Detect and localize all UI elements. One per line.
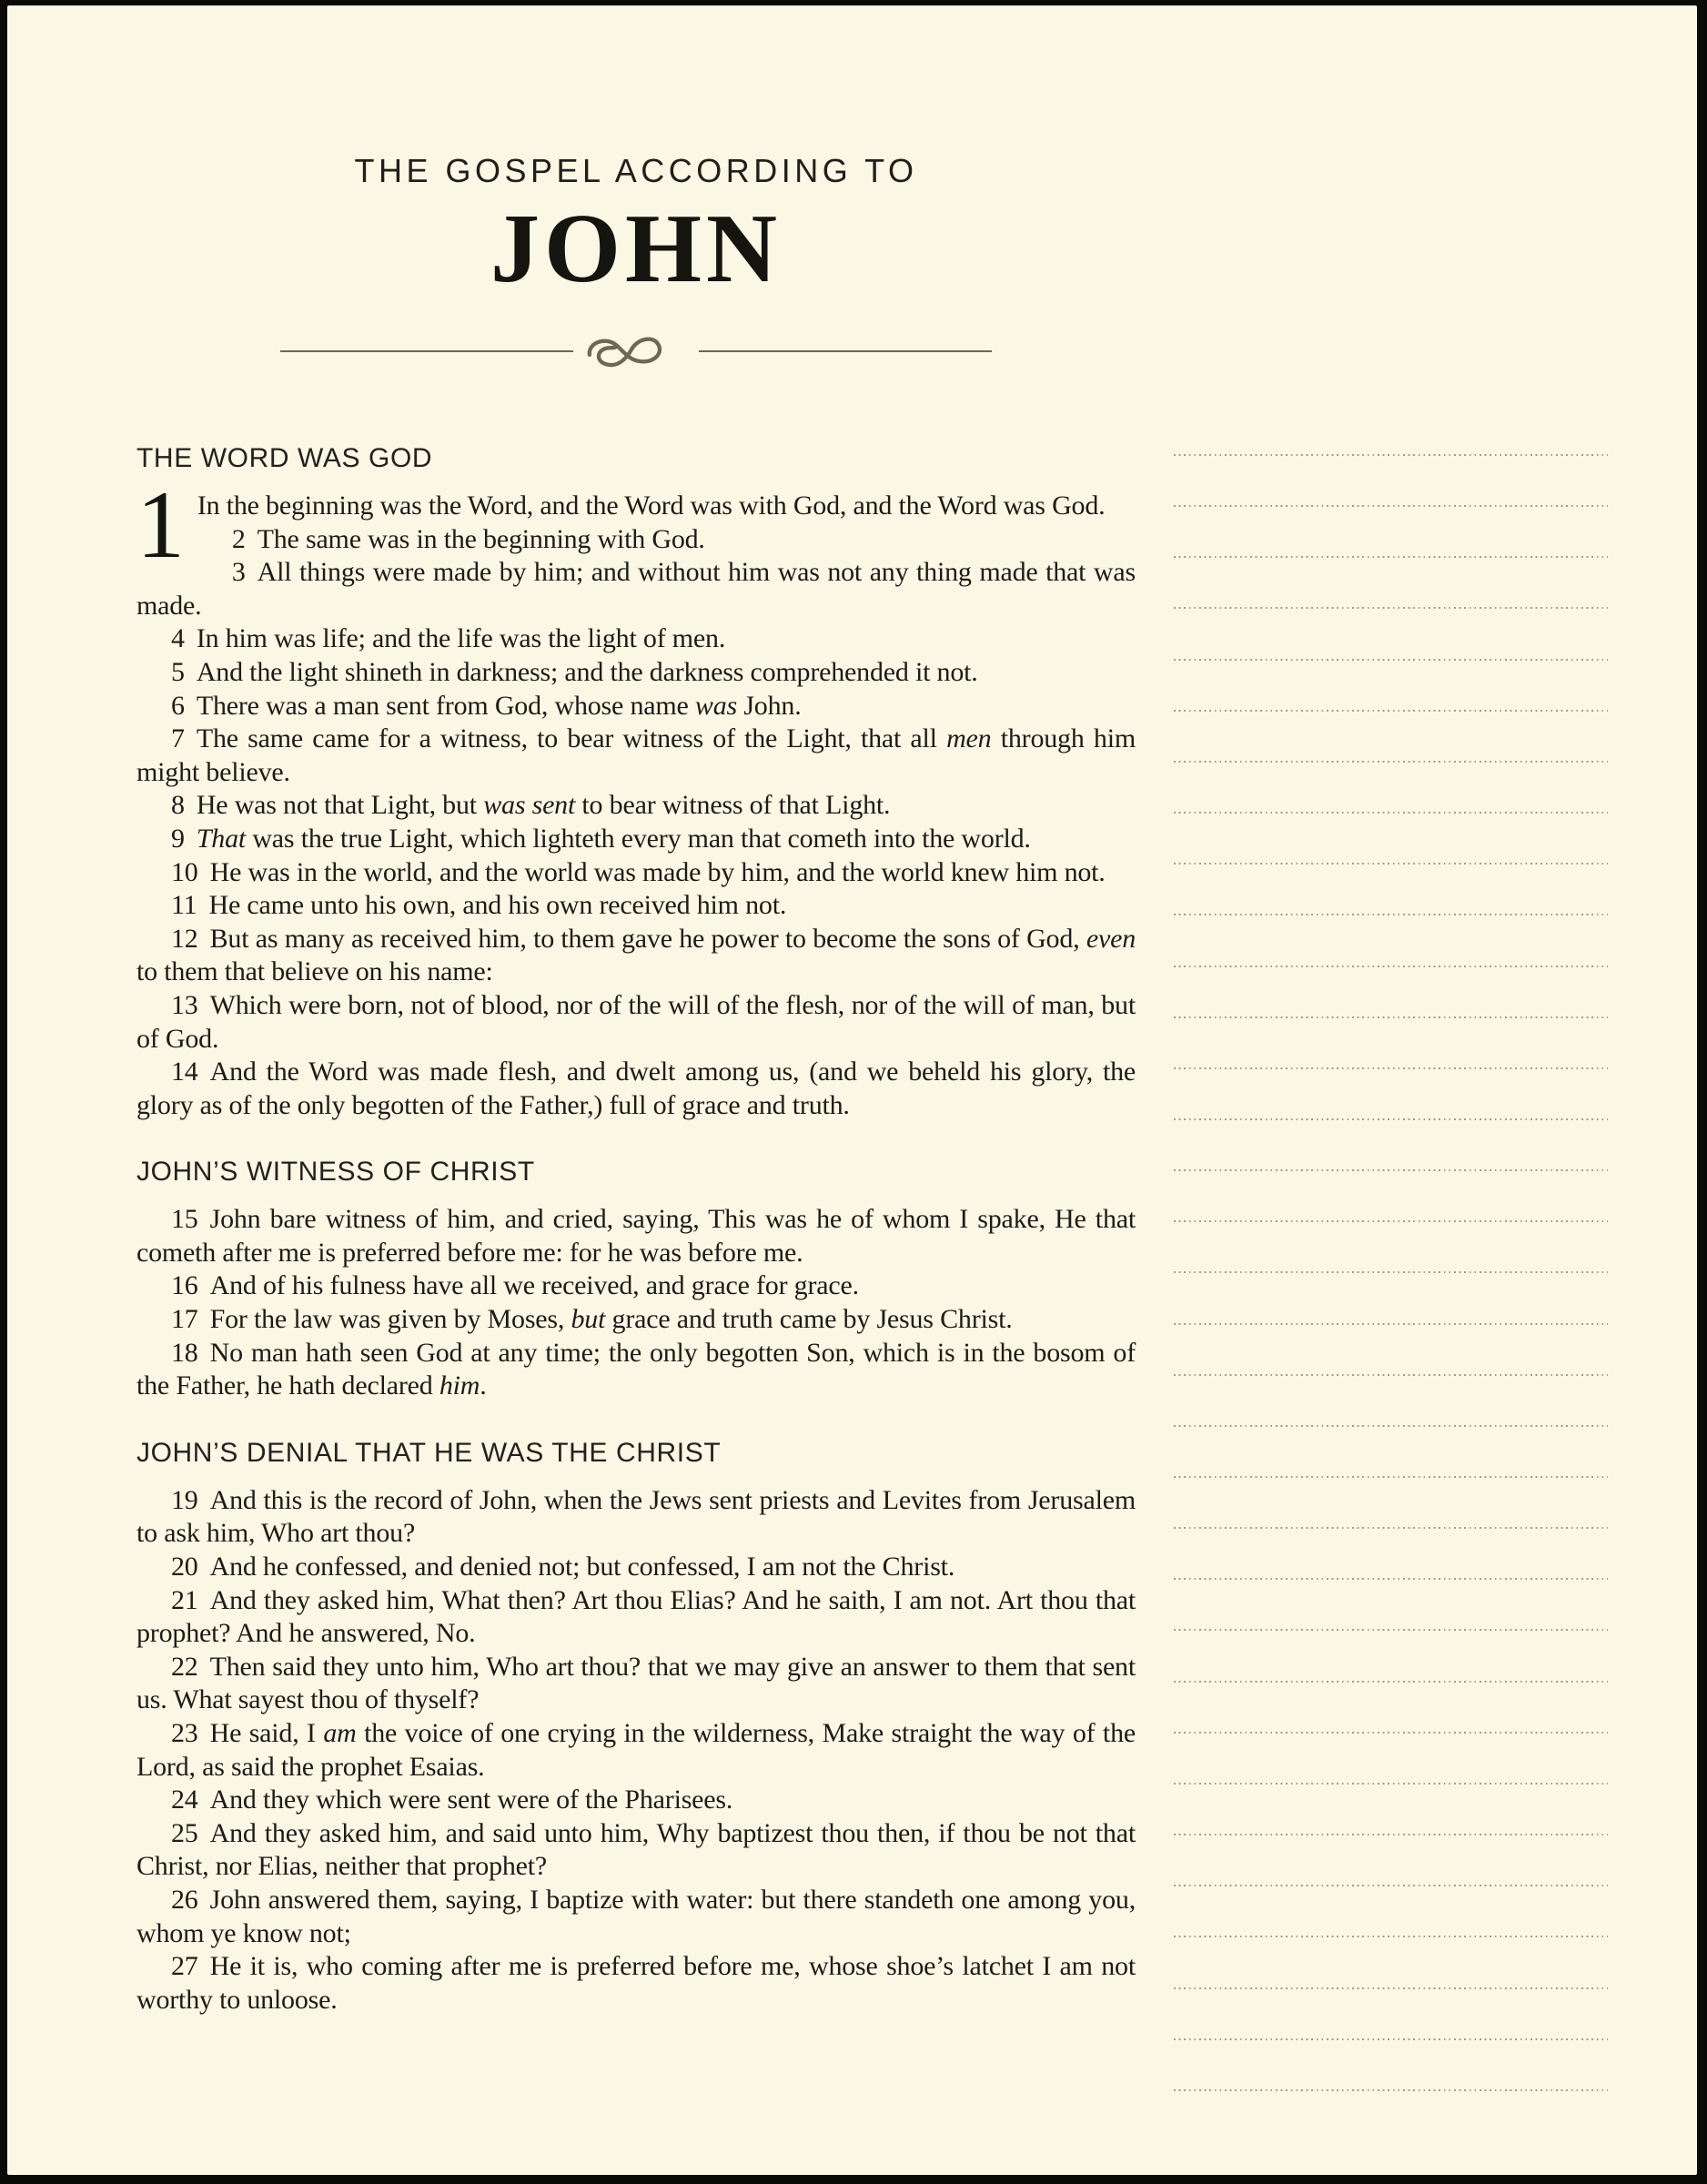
journal-ruled-line: [1174, 1629, 1608, 1631]
journal-ruled-line: [1174, 1323, 1608, 1325]
verse-number: 12: [171, 923, 198, 954]
journal-ruled-line: [1174, 505, 1608, 507]
verse-number: 2: [231, 523, 246, 554]
verse: 6 There was a man sent from God, whose name was John.: [171, 690, 802, 721]
verse-number: 23: [171, 1718, 198, 1748]
journal-ruled-line: [1174, 659, 1608, 661]
italicized-word: was: [694, 690, 738, 721]
book-title: JOHN: [490, 195, 782, 303]
journal-ruled-line: [1174, 761, 1608, 763]
journal-ruled-line: [1174, 1681, 1608, 1683]
verse-number: 5: [171, 656, 185, 687]
verse: 27 He it is, who coming after me is preferred before me, whose shoe’s latchet I am not worthy to unloose.: [136, 1951, 1136, 2015]
journal-ruled-line: [1174, 1885, 1608, 1886]
verse: 19 And this is the record of John, when the Jews sent priests and Levites from Jerusalem to ask him, Who art thou?: [136, 1484, 1136, 1549]
scripture-section: [136, 1157, 1136, 1403]
journal-ruled-line: [1174, 1527, 1608, 1529]
verse-number: 17: [171, 1304, 198, 1335]
verse-number: 10: [171, 856, 198, 887]
verse: 24 And they which were sent were of the Pharisees.: [171, 1785, 733, 1815]
journal-ruled-line: [1174, 1732, 1608, 1734]
book-kicker: THE GOSPEL ACCORDING TO: [354, 152, 918, 189]
verse: 16 And of his fulness have all we received, and grace for grace.: [171, 1270, 859, 1301]
chapter-number-drop-cap: 1: [136, 471, 185, 578]
verse: 26 John answered them, saying, I baptize with water: but there standeth one among you, whom ye know not;: [136, 1884, 1136, 1948]
italicized-word: men: [946, 723, 992, 754]
verse-number: 6: [171, 690, 185, 721]
italicized-word: That: [196, 823, 247, 854]
journal-ruled-line: [1174, 1425, 1608, 1427]
verse: 10 He was in the world, and the world was made by him, and the world knew him not.: [171, 856, 1106, 887]
verse: 14 And the Word was made flesh, and dwelt among us, (and we beheld his glory, the glory as of the only begotten of the Father,) full of grace and truth.: [136, 1057, 1136, 1120]
verse-number: 24: [171, 1785, 198, 1815]
verse-number: 22: [171, 1651, 198, 1682]
infinity-flourish-icon: [582, 326, 690, 377]
journal-ruled-line: [1174, 556, 1608, 558]
verse-number: 8: [171, 790, 185, 821]
journal-ruled-line: [1174, 914, 1608, 915]
journal-ruled-line: [1174, 607, 1608, 609]
journal-ruled-line: [1174, 1834, 1608, 1835]
verse: 9 That was the true Light, which lighteth every man that cometh into the world.: [171, 823, 1031, 854]
verse: 20 And he confessed, and denied not; but confessed, I am not the Christ.: [171, 1552, 955, 1582]
verse-number: 19: [171, 1484, 198, 1515]
verse-number: 4: [171, 623, 185, 654]
journal-ruled-line: [1174, 1936, 1608, 1937]
divider-line-left: [280, 350, 573, 353]
journaling-notes-panel: [1174, 5, 1608, 2175]
italicized-word: but: [571, 1304, 606, 1335]
verse-number: 25: [171, 1817, 198, 1848]
verse: 15 John bare witness of him, and cried, saying, This was he of whom I spake, He that cometh after me is preferred before me: for he was before me.: [136, 1204, 1136, 1268]
verse-number: 26: [171, 1884, 198, 1915]
journal-ruled-line: [1174, 1476, 1608, 1478]
journal-ruled-line: [1174, 1783, 1608, 1785]
journal-ruled-line: [1174, 1169, 1608, 1171]
italicized-word: was sent: [483, 790, 576, 821]
italicized-word: am: [323, 1718, 357, 1748]
scripture-sections: [136, 443, 1136, 2017]
journal-ruled-line: [1174, 863, 1608, 864]
title-divider: [280, 326, 992, 377]
verse-number: 21: [171, 1584, 198, 1615]
verse-number: 3: [231, 557, 246, 588]
verse: 18 No man hath seen God at any time; the only begotten Son, which is in the bosom of the Father, he hath declared him.: [136, 1337, 1136, 1401]
verse: 1 In the beginning was the Word, and the Word was with God, and the Word was God.: [136, 471, 1106, 578]
journal-ruled-line: [1174, 710, 1608, 712]
divider-line-right: [699, 350, 992, 353]
section-heading: THE WORD WAS GOD: [136, 443, 433, 473]
verse: 17 For the law was given by Moses, but grace and truth came by Jesus Christ.: [171, 1304, 1013, 1335]
verse: 3 All things were made by him; and without him was not any thing made that was made.: [136, 557, 1136, 621]
journal-ruled-line: [1174, 2089, 1608, 2091]
scripture-section: [136, 443, 1136, 1122]
verse: 21 And they asked him, What then? Art thou Elias? And he saith, I am not. Art thou that prophet? And he answered, No.: [136, 1584, 1136, 1649]
verse-number: 9: [171, 823, 185, 854]
verse-number: 20: [171, 1552, 198, 1582]
verse-number: 7: [171, 723, 185, 754]
verse: 22 Then said they unto him, Who art thou? that we may give an answer to them that sent us. What sayest thou of thyself?: [136, 1651, 1136, 1715]
book-header: [136, 151, 1136, 377]
journal-ruled-line: [1174, 1118, 1608, 1120]
journal-ruled-line: [1174, 1271, 1608, 1273]
verse: 7 The same came for a witness, to bear witness of the Light, that all men through him might believe.: [136, 723, 1136, 787]
journal-ruled-line: [1174, 1987, 1608, 1989]
verse: 23 He said, I am the voice of one crying in the wilderness, Make straight the way of the Lord, as said the prophet Esaias.: [136, 1718, 1136, 1782]
journal-ruled-line: [1174, 966, 1608, 967]
journal-ruled-line: [1174, 812, 1608, 814]
verse-number: 11: [171, 890, 197, 921]
journal-ruled-line: [1174, 1578, 1608, 1580]
journal-ruled-line: [1174, 1374, 1608, 1376]
italicized-word: him: [439, 1370, 480, 1401]
section-heading: JOHN’S WITNESS OF CHRIST: [136, 1157, 535, 1188]
verse: 13 Which were born, not of blood, nor of the will of the flesh, nor of the will of man, but of God.: [136, 989, 1136, 1054]
verse: 8 He was not that Light, but was sent to bear witness of that Light.: [171, 790, 891, 821]
italicized-word: even: [1086, 923, 1136, 954]
section-heading: JOHN’S DENIAL THAT HE WAS THE CHRIST: [136, 1437, 722, 1468]
journal-ruled-line: [1174, 2038, 1608, 2040]
verse: 5 And the light shineth in darkness; and the darkness comprehended it not.: [171, 656, 978, 687]
verse: 2 The same was in the beginning with God.: [231, 523, 705, 554]
journal-ruled-line: [1174, 1067, 1608, 1069]
verse-number: 27: [171, 1951, 198, 1982]
verse-number: 14: [171, 1057, 198, 1087]
journal-ruled-line: [1174, 1220, 1608, 1222]
bible-page: [7, 5, 1697, 2175]
verse-number: 13: [171, 989, 198, 1020]
verse: 12 But as many as received him, to them gave he power to become the sons of God, even to them that believe on his name:: [136, 923, 1136, 987]
verse-number: 16: [171, 1270, 198, 1301]
journal-ruled-line: [1174, 454, 1608, 456]
verse: 25 And they asked him, and said unto him, Why baptizest thou then, if thou be not that Christ, nor Elias, neither that prophet?: [136, 1817, 1136, 1882]
verse-number: 18: [171, 1337, 198, 1368]
verse-number: 15: [171, 1204, 198, 1235]
journal-ruled-line: [1174, 1016, 1608, 1018]
scripture-section: [136, 1438, 1136, 2017]
verse: 4 In him was life; and the life was the light of men.: [171, 623, 726, 654]
verse: 11 He came unto his own, and his own received him not.: [171, 890, 787, 921]
